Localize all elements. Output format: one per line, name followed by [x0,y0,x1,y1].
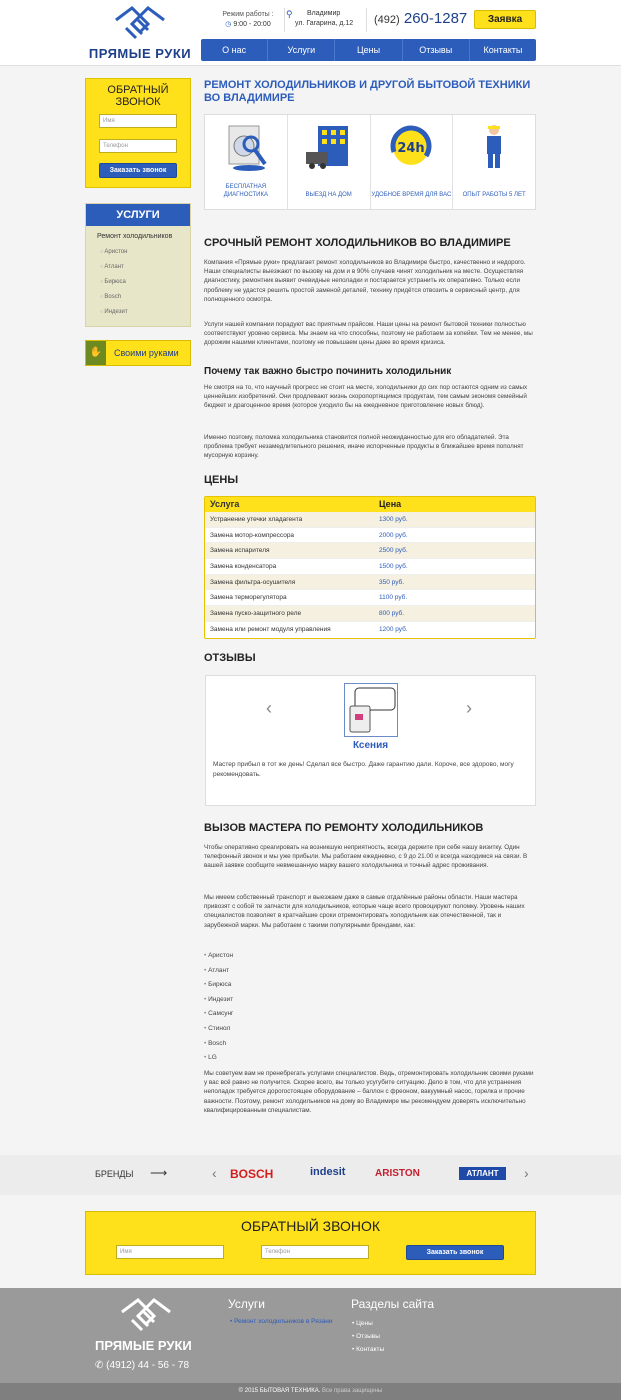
svg-text:24h: 24h [397,141,426,156]
worker-icon [469,122,519,172]
name-input[interactable]: Имя [99,114,177,128]
diy-button[interactable] [85,340,191,366]
footer-sections-title: Разделы сайта [351,1297,435,1311]
list-item: • Бирюса [204,978,233,993]
list-item: • Стинол [204,1022,233,1037]
reviews-slider [205,675,536,806]
urgent-repair-text-2: Услуги нашей компании порадуют вас приятным прайсом. Наши цены на ремонт бытовой техники полностью соответствуют уровню сервиса. Мы знаем на что способны, поэтому не работаем за копейки. Тем не менее, мы дорожим нашими клиентами, поэтому не повышаем цены даже во время кризиса. [204,321,533,347]
col-service: Услуга [210,499,240,509]
nav-about[interactable]: О нас [201,39,268,61]
brands-label: БРЕНДЫ [95,1169,134,1179]
main-nav [201,39,536,61]
clock-icon: ◷ [225,21,234,28]
features [204,114,536,210]
master-call-text-2: Мы имеем собственный транспорт и выезжаем даже в самые отдалённые районы области. Наши мастера привозят с собой те запчасти для холодильников, которые чаще всего провоцируют поломку. Уровень наших специалистов позволяет в кратчайшие сроки отремонтировать холодильник как отечественной, так и зарубежной марки. Мы работаем с такими популярными брендами, как: [204,894,525,929]
house-call-icon [304,122,354,172]
table-row: Замена фильтра-осушителя 350 руб. [205,575,535,591]
brand-logo-indesit[interactable]: indesit [310,1166,346,1178]
brand-logo-bosch[interactable]: BOSCH [230,1167,274,1181]
price-table-header [205,497,535,512]
service-item[interactable]: ○ Индезит [100,305,190,320]
table-row: Замена или ремонт модуля управления 1200 руб. [210,625,408,633]
chevron-left-icon[interactable]: ‹ [212,1165,217,1181]
nav-services[interactable]: Услуги [268,39,335,61]
feature-caption: ОПЫТ РАБОТЫ 5 ЛЕТ [462,192,526,198]
phone-icon: ✆ [95,1360,107,1371]
diy-label: Своими руками [114,348,179,358]
feature-caption: ВЫЕЗД НА ДОМ [305,192,352,198]
footer-services-title: Услуги [228,1297,265,1311]
callback-title: ОБРАТНЫЙ ЗВОНОК [240,1218,381,1234]
order-button[interactable]: Заявка [474,10,536,29]
phone-code: (492) [374,14,400,26]
review-text: Мастер прибыл в тот же день! Сделал все быстро. Даже гарантию дали. Короче, все здорово, могу рекомендовать. [213,761,514,778]
brand-logo-ariston[interactable]: ARISTON [375,1168,420,1179]
table-row: Замена испарителя 2500 руб. [205,543,535,559]
list-item: • Атлант [204,964,233,979]
master-call-text-3: Мы советуем вам не пренебрегать услугами специалистов. Ведь, отремонтировать холодильник своими руками у вас всё равно не получится. Скорее всего, вы только усугубите ситуацию. Дело в том, что для устранения неполадок требуется дорогостоящее оборудование – баллон с фреоном, вакуумный насос, горелка и прочие важности. Поэтому, ремонт холодильников на дому во Владимире мы рекомендуем доверять исключительно квалифицированным специалистам. [204,1070,534,1114]
feature-diagnostics [205,115,288,209]
divider [366,8,367,32]
table-row: Замена терморегулятора 1100 руб. [205,590,535,606]
list-item: • Bosch [204,1037,233,1052]
copyright: © 2015 БЫТОВАЯ ТЕХНИКА. [238,1388,321,1394]
nav-prices[interactable]: Цены [335,39,402,61]
footer-phone[interactable]: ✆ (4912) 44 - 56 - 78 [95,1360,189,1371]
work-hours [218,10,278,30]
callback-button[interactable]: Заказать звонок [99,163,177,178]
location-pin-icon: ⚲ [286,9,293,19]
header [0,0,621,66]
master-call-text: Чтобы оперативно среагировать на возникшую неприятность, всегда держите при себе нашу визитку. Один телефонный звонок и мы уже прибыли. Мы работаем ежедневно, с 9 до 21.00 и всегда находимся на связи. В вашей заявке сообщите невмешанную марку вашего холодильника и точный адрес проживания. [204,844,528,870]
list-item: • LG [204,1051,233,1066]
handshake-logo-icon [118,1296,174,1336]
footer-link[interactable]: • Отзывы [352,1330,384,1343]
urgent-repair-text: Компания «Прямые руки» предлагает ремонт холодильников во Владимире быстро, качественно и недорого. Наши специалисты выезжают по вызову на дом и в 90% случаев чинят холодильник на месте. Осуществляя диагностику, ремонтник выявит очевидные неполадки и постарается устранить их оперативно. Только если проблему не удастся решить простой заменой деталей, технику придётся отвозить в сервисный центр, для полноценного осмотра. [204,259,526,303]
feature-caption: БЕСПЛАТНАЯ ДИАГНОСТИКА [223,184,268,198]
nav-contacts[interactable]: Контакты [483,45,523,55]
why-text: Не смотря на то, что научный прогресс не стоит на месте, холодильники до сих пор остаются одним из самых ценнейших изобретений. Они продлевают жизнь скоропортящимся продуктам, тем самым экономя семейный бюджет и драгоценное время (которое уходило бы на ежедневное приготовление новых блюд). [204,384,528,410]
service-item[interactable]: ○ Аристон [100,245,190,260]
rights-text: Все права защищены [322,1388,383,1394]
reviews-title: ОТЗЫВЫ [204,652,256,664]
list-item: • Самсунг [204,1007,233,1022]
list-item: • Аристон [204,949,233,964]
phone-24h-icon [386,122,436,172]
services-list [86,240,190,320]
footer-link[interactable]: • Контакты [352,1343,384,1356]
brands-strip [0,1155,621,1195]
address-street: ул. Гагарина, д.12 [295,20,354,27]
bottom-callback-form [85,1211,536,1275]
chevron-right-icon[interactable]: › [524,1165,529,1181]
table-row: Устранение утечки хладагента 1300 руб. [205,512,535,528]
divider [284,8,285,32]
review-author: Ксения [352,740,389,751]
brand-logo-atlant[interactable]: АТЛАНТ [459,1167,506,1180]
nav-reviews[interactable]: Отзывы [403,39,470,61]
logo[interactable] [85,4,195,62]
chevron-right-icon[interactable]: › [466,698,472,718]
sidebar-services [85,203,191,327]
feature-experience [453,115,535,209]
address-city: Владимир [307,10,341,17]
footer [0,1288,621,1400]
avatar [344,683,398,737]
service-item[interactable]: ○ Атлант [100,260,190,275]
header-phone[interactable] [374,10,467,27]
callback-button[interactable]: Заказать звонок [406,1245,504,1260]
footer-logo-text: ПРЯМЫЕ РУКИ [95,1338,192,1353]
why-text-2: Именно поэтому, поломка холодильника становится полной неожиданностью для его обладателей. Эта проблема требует незамедлительного решения, иначе испорченные продукты в ближайшее время пополнят мусорную корзину. [204,434,524,460]
copyright-bar [0,1383,621,1400]
diagnostics-icon [221,122,271,172]
table-row: Замена мотор-компрессора 2000 руб. [205,528,535,544]
review-fridge-icon [345,684,397,736]
prices-title: ЦЕНЫ [204,474,239,486]
col-price: Цена [379,499,402,509]
price-table [204,496,536,639]
urgent-repair-title: СРОЧНЫЙ РЕМОНТ ХОЛОДИЛЬНИКОВ ВО ВЛАДИМИРЕ [204,237,511,249]
handshake-logo-icon [112,4,168,44]
brands-list [204,949,233,1066]
phone-input[interactable]: Телефон [99,139,177,153]
logo-text: ПРЯМЫЕ РУКИ [88,46,192,61]
service-item[interactable]: ○ Бирюса [100,275,190,290]
service-item[interactable]: ○ Bosch [100,290,190,305]
phone-number: 260-1287 [403,10,468,27]
chevron-left-icon[interactable]: ‹ [266,698,272,718]
feature-house-call [288,115,371,209]
table-row: Замена пуско-защитного реле 800 руб. [205,606,535,622]
callback-title: ОБРАТНЫЙ ЗВОНОК [107,84,169,108]
hours-value: ◷ 9:00 - 20:00 [225,21,271,28]
hand-icon: ✋ [86,341,106,365]
list-item: • Индезит [204,993,233,1008]
phone-input[interactable]: Телефон [261,1245,369,1259]
arrow-right-icon: ⟶ [150,1166,168,1180]
footer-link[interactable]: • Цены [352,1317,384,1330]
table-row: Замена конденсатора 1500 руб. [205,559,535,575]
feature-caption: УДОБНОЕ ВРЕМЯ ДЛЯ ВАС [371,192,452,198]
services-title: УСЛУГИ [86,204,190,226]
service-fridge-repair[interactable]: Ремонт холодильников [97,233,173,240]
page-title: РЕМОНТ ХОЛОДИЛЬНИКОВ И ДРУГОЙ БЫТОВОЙ ТЕХНИКИ ВО ВЛАДИМИРЕ [204,79,531,104]
address [286,9,354,29]
footer-sections-list [352,1317,384,1356]
sidebar-callback-form [85,78,191,188]
hours-label: Режим работы : [222,11,274,18]
why-title: Почему так важно быстро починить холодильник [204,366,452,377]
feature-convenient-time [371,115,454,209]
name-input[interactable]: Имя [116,1245,224,1259]
master-call-title: ВЫЗОВ МАСТЕРА ПО РЕМОНТУ ХОЛОДИЛЬНИКОВ [204,822,484,834]
footer-service-link[interactable]: • Ремонт холодильников в Рязани [230,1318,333,1325]
